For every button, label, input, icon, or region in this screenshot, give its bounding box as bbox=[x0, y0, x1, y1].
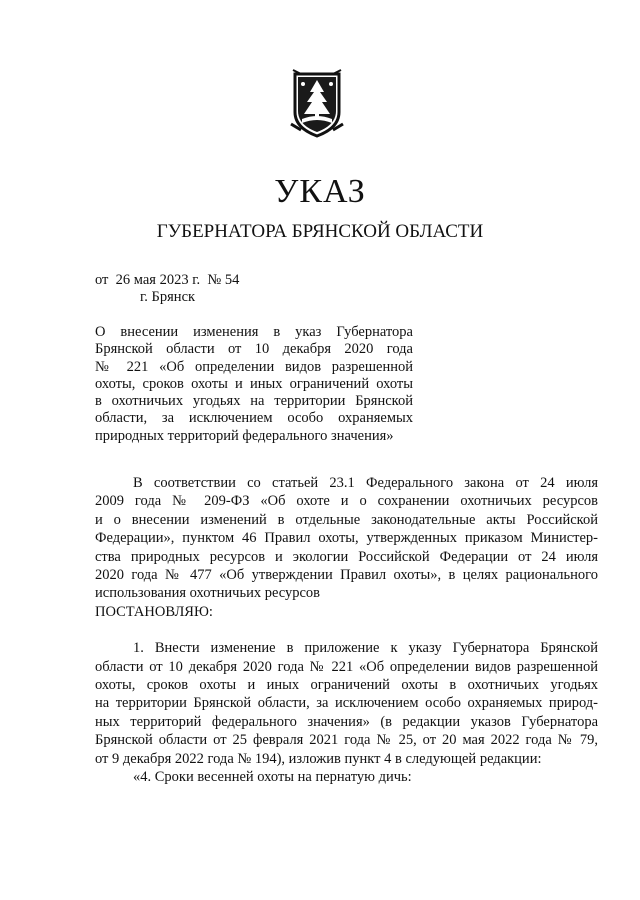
coat-of-arms-icon bbox=[289, 64, 345, 142]
decree-word: ПОСТАНОВЛЯЮ: bbox=[95, 603, 213, 620]
item-line: от 9 декабря 2022 года № 194), изложив пункт 4 в следующей редакции: bbox=[95, 750, 542, 767]
subject-line: № 221 «Об определении видов разрешенной bbox=[95, 358, 413, 375]
preamble-line: В соответствии со статьей 23.1 Федерального закона от 24 июля bbox=[133, 475, 598, 491]
document-subject bbox=[95, 324, 413, 445]
preamble-line: 2009 года № 209-ФЗ «Об охоте и о сохранении охотничьих ресурсов bbox=[95, 493, 598, 510]
subject-line: О внесении изменения в указ Губернатора bbox=[95, 324, 413, 340]
subject-line: в охотничьих угодьях на территории Брянской bbox=[95, 393, 413, 410]
item-line: охоты, сроков охоты и иных ограничений охоты в охотничьих угодьях bbox=[95, 677, 598, 694]
subject-line: области, за исключением особо охраняемых bbox=[95, 410, 413, 427]
document-meta bbox=[95, 272, 239, 306]
paragraph-gap bbox=[95, 621, 598, 639]
preamble-line: ства природных ресурсов и экологии Российской Федерации от 24 июля bbox=[95, 548, 598, 565]
item4-heading: «4. Сроки весенней охоты на пернатую дичь: bbox=[133, 769, 412, 786]
item-line: 1. Внести изменение в приложение к указу Губернатора Брянской bbox=[133, 640, 598, 657]
city-name: г. Брянск bbox=[140, 289, 196, 305]
date-and-number: от 26 мая 2023 г. № 54 bbox=[95, 272, 240, 288]
subject-line: природных территорий федерального значения» bbox=[95, 427, 394, 444]
document-body bbox=[95, 474, 598, 787]
item-line: Брянской области от 25 февраля 2021 года № 25, от 20 мая 2022 года № 79, bbox=[95, 732, 598, 749]
preamble-line: 2020 года № 477 «Об утверждении Правил охоты», в целях рационального bbox=[95, 567, 598, 584]
document-title: УКАЗ bbox=[274, 173, 366, 210]
item-line: области от 10 декабря 2020 года № 221 «Об определении видов разрешенной bbox=[95, 658, 598, 675]
subject-line: охоты, сроков охоты и иных ограничений охоты bbox=[95, 375, 413, 392]
preamble-line: использования охотничьих ресурсов bbox=[95, 585, 321, 602]
document-subtitle: ГУБЕРНАТОРА БРЯНСКОЙ ОБЛАСТИ bbox=[156, 221, 484, 242]
item-line: ных территорий федерального значения» (в редакции указов Губернатора bbox=[95, 713, 598, 730]
subject-line: Брянской области от 10 декабря 2020 года bbox=[95, 341, 413, 358]
preamble-line: Федерации», пунктом 46 Правил охоты, утвержденных приказом Министер- bbox=[95, 530, 598, 547]
preamble-line: и о внесении изменений в отдельные законодательные акты Российской bbox=[95, 511, 598, 528]
item-line: на территории Брянской области, за исключением особо охраняемых природ- bbox=[95, 695, 598, 712]
